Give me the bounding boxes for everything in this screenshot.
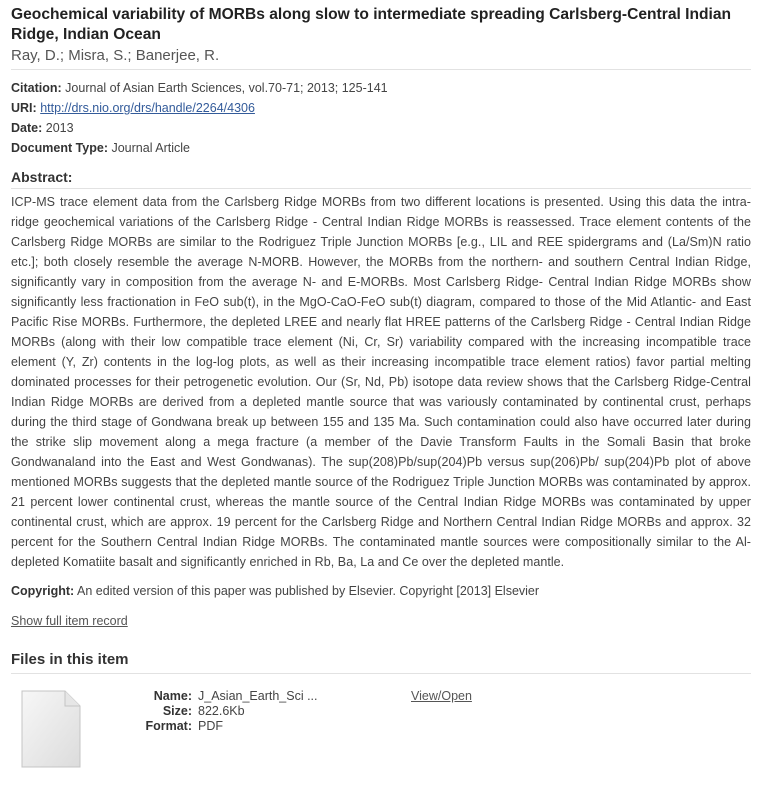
item-authors: Ray, D.; Misra, S.; Banerjee, R. <box>11 47 220 64</box>
files-divider <box>11 673 751 674</box>
file-size-value: 822.6Kb <box>198 704 245 718</box>
abstract-divider <box>11 188 751 189</box>
show-full-record-link[interactable]: Show full item record <box>11 614 128 628</box>
doctype-field <box>11 138 751 158</box>
file-format-value: PDF <box>198 719 223 733</box>
citation-field <box>11 78 751 98</box>
copyright-field <box>11 581 751 601</box>
file-format-label: Format: <box>145 719 192 733</box>
uri-field <box>11 98 751 118</box>
file-item <box>11 684 751 774</box>
item-title: Geochemical variability of MORBs along slow to intermediate spreading Carlsberg-Central Indian Ridge, Indian Ocean <box>11 6 732 43</box>
generic-file-icon <box>21 690 81 768</box>
title-divider <box>11 69 751 70</box>
file-name-label: Name: <box>153 689 192 703</box>
files-heading: Files in this item <box>11 651 129 668</box>
uri-link[interactable]: http://drs.nio.org/drs/handle/2264/4306 <box>40 101 255 115</box>
file-size-label: Size: <box>162 704 192 718</box>
date-label: Date: <box>11 121 43 135</box>
uri-label: URI: <box>11 101 37 115</box>
view-open-link[interactable]: View/Open <box>411 689 472 703</box>
doctype-value: Journal Article <box>111 141 190 155</box>
citation-label: Citation: <box>11 81 62 95</box>
file-thumbnail[interactable] <box>21 690 81 768</box>
doctype-label: Document Type: <box>11 141 108 155</box>
abstract-heading: Abstract: <box>11 169 73 185</box>
date-field <box>11 118 751 138</box>
date-value: 2013 <box>45 121 74 135</box>
citation-value: Journal of Asian Earth Sciences, vol.70-71; 2013; 125-141 <box>65 81 388 95</box>
abstract-text: ICP-MS trace element data from the Carlsberg Ridge MORBs from two different locations is presented. Using this data the intra-ridge geochemical variations of the Carlsberg Ridge - Central Indian Ridge MORBs is reassessed. Trace element contents of the Carlsberg Ridge MORBs are similar to the Rodriguez Triple Junction MORBs [e.g., LIL and REE spidergrams and (La/Sm)N ratio etc.]; both closely resemble the average N-MORB. However, the MORBs from the northern- and southern Central Indian Ridge, significantly vary in composition from the average N- and E-MORBs. Most Carlsberg Ridge- Central Indian Ridge MORBs show significantly less fractionation in FeO sub(t), in the MgO-CaO-FeO sub(t) diagram, compared to those of the Mid Atlantic- and East Pacific Rise MORBs. Furthermore, the depleted LREE and nearly flat HREE patterns of the Carlsberg Ridge - Central Indian Ridge MORBs (along with their low compatible trace element (Ni, Cr, Sr) variability compared with the increasing incompatible trace element (Y, Zr) contents in the log-log plots, as well as their increasing incompatible trace element ratios) favor partial melting dominated processes for their petrogenetic evolution. Our (Sr, Nd, Pb) isotope data review shows that the Carlsberg Ridge-Central Indian Ridge MORBs are derived from a depleted mantle source that was variously contaminated by continental crust, perhaps during the third stage of Gondwana break up between 155 and 135 Ma. Such contamination could also have occurred later during the strike slip movement along a mega fracture (a member of the Davie Transform Faults in the Somali Basin that broke Gondwanaland into the East and West Gondwanas). The sup(208)Pb/sup(204)Pb versus sup(206)Pb/ sup(204)Pb plot of above mentioned MORBs suggests that the depleted mantle source of the Rodriguez Triple Junction MORBs was contaminated by approx. 21 percent lower continental crust, whereas the mantle source of the Central Indian Ridge MORBs was contaminated by upper continental crust, which are approx. 19 percent for the Carlsberg Ridge and Northern Central Indian Ridge MORBs and approx. 32 percent for the Southern Central Indian Ridge MORBs. The contaminated mantle sources were compositionally similar to the Al-depleted Komatiite basalt and significantly enriched in Rb, Ba, La and Ce over the depleted mantle. <box>11 195 751 569</box>
file-metadata <box>122 689 318 734</box>
copyright-value: An edited version of this paper was published by Elsevier. Copyright [2013] Elsevier <box>76 584 540 598</box>
file-name-value: J_Asian_Earth_Sci ... <box>198 689 318 703</box>
copyright-label: Copyright: <box>11 584 75 598</box>
